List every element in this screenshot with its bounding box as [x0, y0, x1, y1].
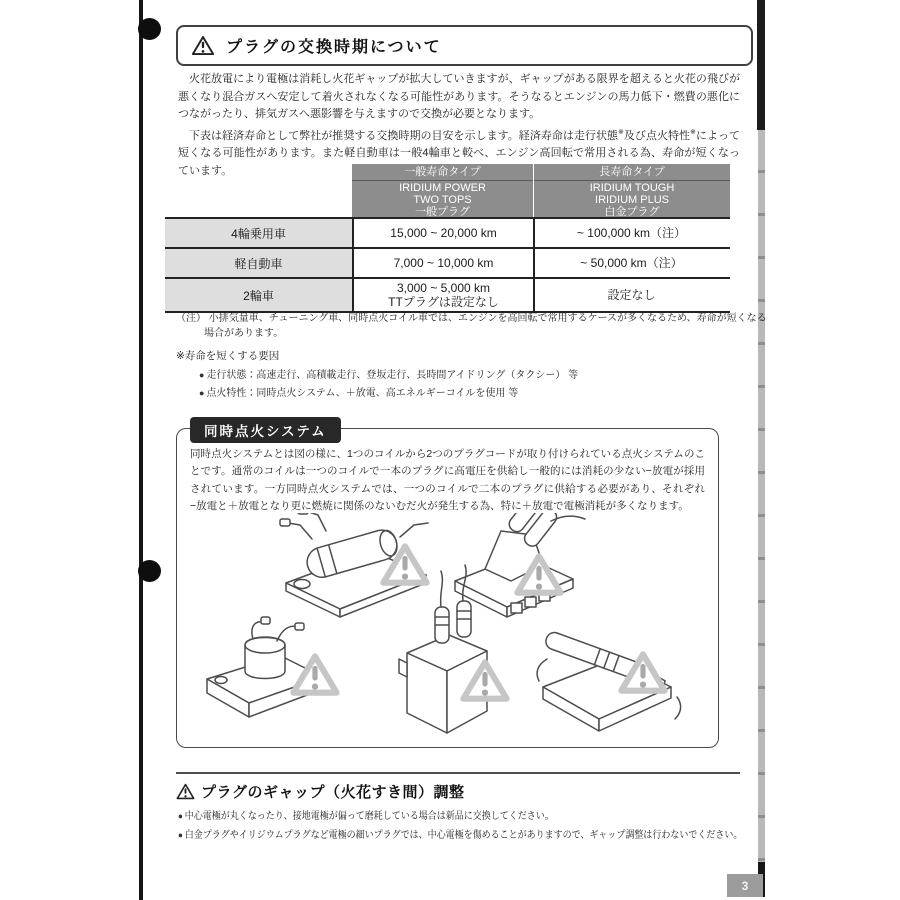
- table-note: [176, 311, 770, 341]
- column-type-label: 一般寿命タイプ: [352, 164, 533, 181]
- page-edge-strip: [758, 130, 765, 862]
- product-line: IRIDIUM TOUGH: [589, 182, 675, 194]
- gap-bullet-2: [178, 826, 742, 841]
- table-row: [165, 247, 730, 277]
- row-label: 2輪車: [165, 279, 352, 311]
- column-products: [352, 181, 533, 218]
- gap-bullet-1: [178, 807, 554, 822]
- note-text: 小排気量車、チューニング車、同時点火コイル車では、エンジンを高回転で常用するケースが多くなるため、寿命が短くなる場合があります。: [204, 313, 767, 339]
- gap-adjustment-title: プラグのギャップ（火花すき間）調整: [201, 784, 465, 801]
- factor-item-driving: [199, 366, 578, 381]
- product-line: 一般プラグ: [415, 206, 470, 218]
- paragraph-text: によって短くなる可能性があります。また軽自動車は一般4輪車と較べ、エンジン高回転で常用される為、寿命が短くなっています。: [178, 129, 740, 177]
- binding-hole-top: [138, 18, 161, 40]
- factor-text: 走行状態：高速走行、高積載走行、登坂走行、長時間アイドリング（タクシー） 等: [206, 370, 579, 381]
- factor-text: 点火特性：同時点火システム、＋放電、高エネルギーコイルを使用 等: [206, 388, 519, 399]
- cell-long-life: 設定なし: [533, 279, 728, 311]
- cell-value: 7,000 ~ 10,000 km: [393, 256, 494, 270]
- simultaneous-ignition-text: 同時点火システムとは図の様に、1つのコイルから2つのプラグコードが取り付けられている点火システムのことです。通常のコイルは一つのコイルで一本のプラグに高電圧を供給し一般的には消耗の少ない−放電が採用されています。一方同時点火システムでは、一つのコイルで二本のプラグに供給する必要があり、それぞれ−放電と＋放電となり更に燃焼に関係のないむだ火が発生する為、特に＋放電で電極消耗が多くなります。: [190, 448, 705, 513]
- binding-edge-line: [139, 0, 143, 900]
- plug-life-table: [165, 164, 730, 313]
- cell-general: [352, 249, 533, 277]
- section-title-box: [176, 25, 753, 66]
- row-label: 4輪乗用車: [165, 219, 352, 247]
- section-divider: [176, 772, 740, 774]
- table-header: [165, 164, 730, 217]
- page-edge-strip-top: [757, 0, 765, 130]
- ignition-coil-illustrations: [183, 513, 711, 745]
- note-marker: （注）: [176, 313, 206, 324]
- page-number: 3: [727, 874, 763, 897]
- product-line: IRIDIUM POWER: [399, 182, 486, 194]
- paragraph-text: 下表は経済寿命として弊社が推奨する交換時期の目安を示します。経済寿命は走行状態: [189, 129, 618, 142]
- row-label: 軽自動車: [165, 249, 352, 277]
- factor-item-ignition: [199, 384, 518, 399]
- page-title: プラグの交換時期について: [226, 39, 442, 56]
- bullet-icon: ●: [178, 811, 183, 821]
- bullet-icon: ●: [178, 830, 183, 840]
- intro-paragraph: 火花放電により電極は消耗し火花ギャップが拡大していきますが、ギャップがある限界を超えると火花の飛びが悪くなり混合ガスへ安定して着火されなくなる可能性があります。そうなるとエンジンの馬力低下・燃費の悪化につながったり、排気ガスへ悪影響を与えますので交換が必要となります。: [178, 73, 740, 121]
- bullet-icon: ●: [199, 388, 205, 398]
- product-line: 白金プラグ: [604, 206, 660, 218]
- table-row: [165, 217, 730, 247]
- cell-long-life: ~ 50,000 km（注）: [533, 249, 728, 277]
- product-line: TWO TOPS: [413, 194, 472, 206]
- binding-hole-bottom: [138, 560, 161, 582]
- warning-triangle-icon: [176, 783, 195, 800]
- reference-mark: ※: [618, 128, 624, 136]
- cell-general: [352, 219, 533, 247]
- cell-long-life: ~ 100,000 km（注）: [533, 219, 728, 247]
- reference-mark: ※: [690, 128, 696, 136]
- table-row: [165, 277, 730, 313]
- bullet-icon: ●: [199, 370, 205, 380]
- simultaneous-ignition-box: [176, 424, 719, 748]
- section-label: 同時点火システム: [190, 417, 341, 443]
- column-header-long-life: [534, 164, 730, 217]
- cell-value: 3,000 ~ 5,000 km: [396, 281, 491, 295]
- paragraph-text: 及び点火特性: [623, 129, 691, 142]
- cell-value: TTプラグは設定なし: [388, 295, 499, 309]
- column-type-label: 長寿命タイプ: [534, 164, 730, 181]
- column-products: [534, 181, 730, 218]
- bullet-text: 白金プラグやイリジウムプラグなど電極の細いプラグでは、中心電極を傷めることがありますので、ギャップ調整は行わないでください。: [184, 830, 743, 841]
- cell-value: 15,000 ~ 20,000 km: [390, 226, 497, 240]
- cell-general: [352, 279, 533, 311]
- bullet-text: 中心電極が丸くなったり、接地電極が偏って磨耗している場合は新品に交換してください。: [184, 811, 554, 822]
- ignition-coil-illustration-two-boot: [455, 513, 585, 617]
- warning-triangle-icon: [191, 35, 215, 56]
- gap-adjustment-heading: [176, 781, 465, 802]
- product-line: IRIDIUM PLUS: [595, 194, 669, 206]
- life-factors-heading: ※寿命を短くする要因: [176, 350, 280, 362]
- column-header-general: [352, 164, 533, 217]
